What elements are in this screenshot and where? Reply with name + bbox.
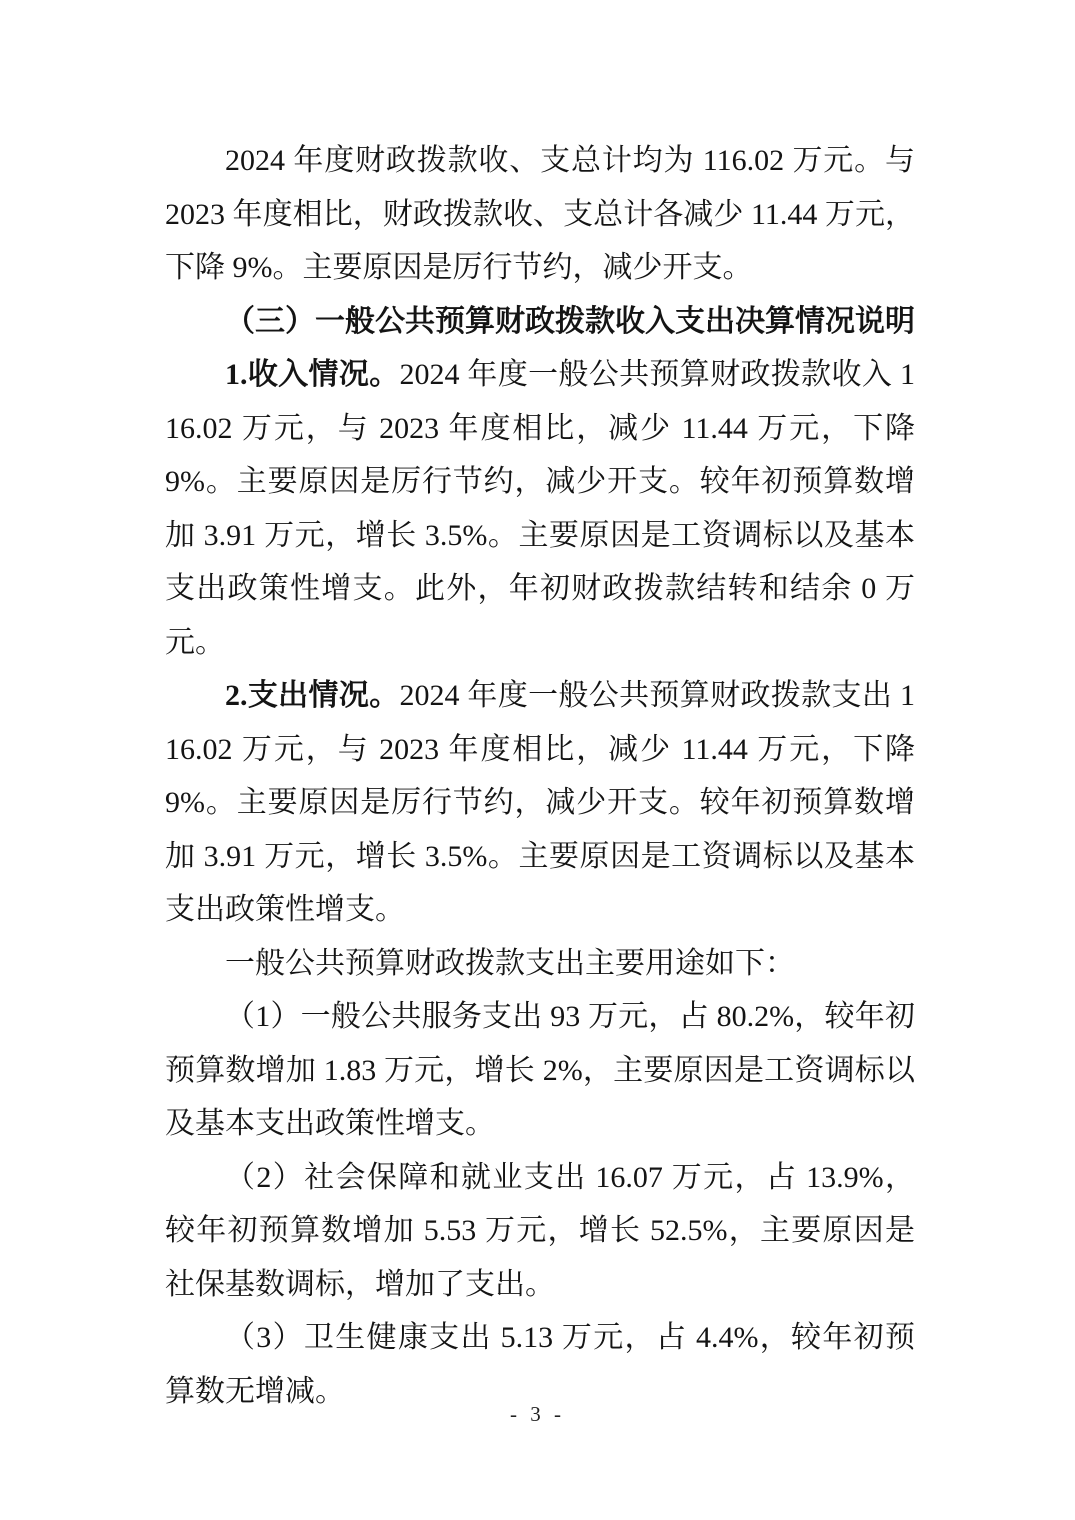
page-number: - 3 - (510, 1402, 565, 1426)
section-heading-3: （三）一般公共预算财政拨款收入支出决算情况说明 (225, 304, 915, 338)
expenditure-body-text: 2024 年度一般公共预算财政拨款支出 116.02 万元，与 2023 年度相比，减少 11.44 万元，下降 9%。主要原因是厉行节约，减少开支。较年初预算数增加 3.91 万元，增长 3.5%。主要原因是工资调标以及基本支出政策性增支。 (165, 679, 916, 926)
paragraph-usage-2: （2）社会保障和就业支出 16.07 万元，占 13.9%，较年初预算数增加 5.53 万元，增长 52.5%，主要原因是社保基数调标，增加了支出。 (165, 1160, 915, 1301)
paragraph-usage-3: （3）卫生健康支出 5.13 万元，占 4.4%，较年初预算数无增减。 (165, 1321, 915, 1408)
paragraph-expenditure (165, 669, 915, 937)
income-body-text: 2024 年度一般公共预算财政拨款收入 116.02 万元，与 2023 年度相比，减少 11.44 万元，下降 9%。主要原因是厉行节约，减少开支。较年初预算数增加 3.91 万元，增长 3.5%。主要原因是工资调标以及基本支出政策性增支。此外，年初财政拨款结转和结余 0 万元。 (165, 358, 916, 659)
paragraph-usage-1: （1）一般公共服务支出 93 万元，占 80.2%，较年初预算数增加 1.83 万元，增长 2%，主要原因是工资调标以及基本支出政策性增支。 (165, 1000, 915, 1140)
paragraph-income (165, 348, 915, 669)
income-lead-label: 1.收入情况。 (225, 358, 400, 391)
paragraph-usage-intro: 一般公共预算财政拨款支出主要用途如下： (225, 946, 795, 980)
document-body (165, 134, 915, 1418)
paragraph-fiscal-total: 2024 年度财政拨款收、支总计均为 116.02 万元。与 2023 年度相比，财政拨款收、支总计各减少 11.44 万元，下降 9%。主要原因是厉行节约，减少开支。 (165, 144, 915, 284)
expenditure-lead-label: 2.支出情况。 (225, 679, 400, 712)
